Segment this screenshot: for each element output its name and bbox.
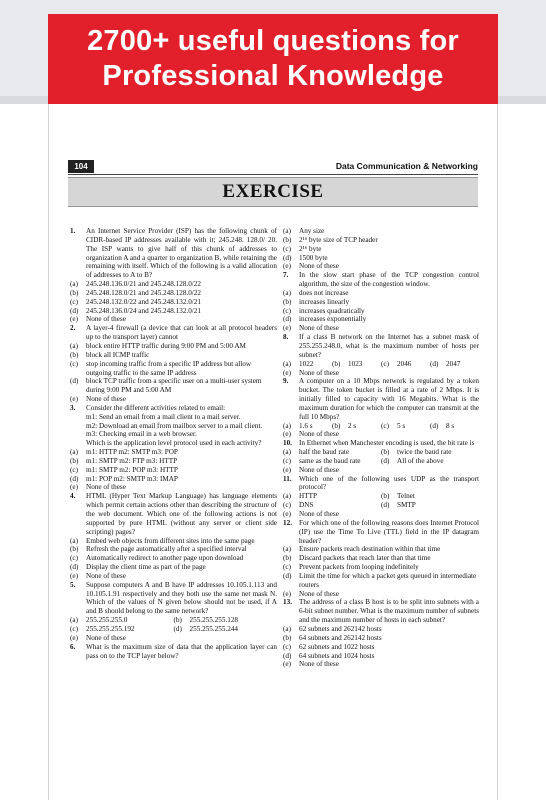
option-text: 8 s [446,421,455,430]
section-title: EXERCISE [222,181,324,202]
answer-option [70,307,277,316]
option-text: 1.6 s [299,421,313,430]
option-text: Any size [299,227,325,235]
answer-option [283,563,479,572]
option-letter: (b) [283,235,292,244]
option-text: 62 subnets and 1022 hosts [299,642,375,651]
question-text: Which one of the following uses UDP as the transport protocol? [299,474,479,492]
answer-option [283,634,479,643]
option-text: None of these [86,571,126,580]
question-number: 5. [70,580,76,589]
option-text: None of these [299,324,339,333]
option-letter: (e) [70,571,78,580]
answer-option [283,227,479,236]
option-letter: (d) [173,624,182,633]
answer-option [70,563,277,572]
answer-option [283,572,479,590]
option-letter: (b) [332,421,341,430]
answer-option [70,395,277,404]
answer-option [174,616,278,625]
question [283,377,479,421]
option-text: m1: SMTP m2: FTP m3: HTTP [86,456,178,465]
answer-option [283,369,479,378]
answer-option [283,466,479,475]
option-letter: (e) [70,483,78,492]
question [283,271,479,289]
right-column [283,227,479,669]
answer-option [283,492,381,501]
option-row [283,422,479,431]
option-letter: (c) [283,306,291,315]
option-text: m1: HTTP m2: SMTP m3: POP [86,448,178,457]
option-text: 255.255.255.128 [189,616,239,625]
option-letter: (a) [70,341,78,350]
answer-option [70,537,277,546]
option-text: 2¹⁶ byte size of TCP header [299,235,378,244]
option-letter: (b) [332,359,341,368]
option-text: 2047 [446,359,461,368]
answer-option [70,466,277,475]
answer-option [332,422,381,431]
option-text: 255.255.255.192 [86,624,135,633]
answer-option [70,351,277,360]
option-letter: (b) [70,350,79,359]
option-text: 245.248.132.0/22 and 245.248.132.0/21 [86,297,201,306]
banner-line-1: 2700+ useful questions for [87,25,459,57]
answer-option [174,625,278,634]
answer-option [70,289,277,298]
question-number: 1. [70,227,76,235]
question-number: 2. [70,324,76,333]
option-letter: (a) [283,421,291,430]
option-text: block TCP traffic from a specific user on a multi-user system during 9:00 PM and 5:00 AM [86,377,262,395]
option-row [283,448,479,457]
question-text: If a class B network on the Internet has a subnet mask of 255.255.248.0, what is the maximum number of hosts per subnet? [299,333,479,359]
answer-option [70,483,277,492]
answer-option [283,430,479,439]
option-letter: (d) [70,474,79,483]
option-letter: (c) [70,554,78,563]
option-letter: (c) [70,359,78,368]
answer-option [283,422,332,431]
question [283,439,479,448]
answer-option [283,660,479,669]
question-text: Consider the different activities related to email: [86,403,226,412]
option-text: does not increase [299,288,349,297]
answer-option [430,360,479,369]
answer-option [283,554,479,563]
option-row [70,616,277,625]
page-number: 104 [68,160,94,173]
option-row [70,625,277,634]
option-letter: (a) [283,288,291,297]
question [283,598,479,625]
option-text: 255.255.255.244 [189,624,239,633]
option-text: m1: POP m2: SMTP m3: IMAP [86,474,178,483]
option-text: None of these [299,465,339,474]
option-letter: (b) [283,554,292,563]
option-text: Limit the time for which a packet gets queued in intermediate routers [299,571,477,589]
option-letter: (e) [283,660,291,669]
option-letter: (b) [70,456,79,465]
question-number: 12. [283,518,292,527]
option-letter: (d) [283,651,292,660]
answer-option [70,448,277,457]
option-letter: (e) [283,589,291,598]
question-number: 6. [70,642,76,651]
answer-option [70,360,277,378]
question-number: 3. [70,403,76,412]
question-text: A computer on a 10 Mbps network is regulated by a token bucket. The token bucket is filled at a rate of 2 Mbps. It is initially filled to capacity with 16 Megabits. What is the maximum duration for which the computer can transmit at the full 10 Mbps? [299,377,479,421]
answer-option [283,625,479,634]
option-letter: (d) [70,306,79,315]
answer-option [381,501,479,510]
question-number: 13. [283,598,292,607]
answer-option [283,315,479,324]
option-text: Embed web objects from different sites into the same page [86,536,255,545]
option-text: stop incoming traffic from a specific IP address but allow outgoing traffic to the same IP address [86,359,252,377]
option-letter: (d) [70,377,79,386]
option-letter: (e) [283,430,291,439]
promo-banner [48,14,498,104]
question-text: For which one of the following reasons does Internet Protocol (IP) use the Time To Live (TTL) field in the IP datagram header? [299,518,479,545]
answer-option [283,590,479,599]
option-text: None of these [299,368,339,377]
option-letter: (a) [283,545,291,554]
option-text: 64 subnets and 262142 hosts [299,633,382,642]
option-text: 1022 [299,359,314,368]
option-letter: (d) [70,563,79,572]
option-letter: (c) [283,456,291,465]
option-letter: (a) [283,448,291,457]
option-text: None of these [86,315,126,324]
option-text: Display the client time as part of the page [86,563,206,572]
option-letter: (e) [70,315,78,324]
answer-option [283,236,479,245]
option-letter: (d) [381,501,390,510]
question-text: A layer-4 firewall (a device that can look at all protocol headers up to the transport layer) cannot [86,324,277,342]
option-text: half the baud rate [299,448,350,457]
answer-option [283,643,479,652]
option-letter: (e) [283,368,291,377]
question-number: 7. [283,271,289,280]
question-text: HTML (Hyper Text Markup Language) has language elements which permit certain actions other than describing the structure of the web document. Which one of the following actions is not supported by pure HTML (without any server or client side scripting) pages? [86,492,277,536]
option-letter: (c) [283,642,291,651]
option-letter: (a) [283,624,291,633]
answer-option [70,616,174,625]
question-subline: Which is the application level protocol used in each activity? [86,439,262,448]
question [283,519,479,546]
option-row [283,501,479,510]
option-text: Discard packets that reach later than that time [299,554,431,563]
option-letter: (e) [283,465,291,474]
answer-option [70,545,277,554]
question [70,324,277,342]
option-letter: (c) [70,624,78,633]
option-row [283,492,479,501]
option-text: increases linearly [299,297,350,306]
question [70,581,277,616]
option-text: None of these [299,510,339,518]
option-letter: (c) [283,563,291,572]
option-letter: (b) [173,616,182,625]
option-letter: (a) [70,536,78,545]
option-text: DNS [299,501,314,510]
option-text: Ensure packets reach destination within that time [299,545,441,554]
answer-option [283,289,479,298]
answer-option [283,324,479,333]
answer-option [70,457,277,466]
option-letter: (e) [70,395,78,404]
answer-option [283,254,479,263]
answer-option [381,360,430,369]
option-letter: (e) [283,324,291,333]
answer-option [283,307,479,316]
option-letter: (a) [283,492,291,501]
option-text: None of these [86,395,126,404]
option-letter: (e) [283,262,291,271]
option-letter: (a) [70,280,78,289]
banner-line-2: Professional Knowledge [102,60,444,92]
option-letter: (a) [283,359,291,368]
option-text: increases quadratically [299,306,365,315]
answer-option [283,262,479,271]
question-text: Suppose computers A and B have IP addresses 10.105.1.113 and 10.105.1.91 respectively and they both use the same net mask N. Which of the values of N given below should not be used, if A and B should belong to the same network? [86,580,277,616]
answer-option [70,315,277,324]
section-heading-box [68,177,478,207]
option-row [283,457,479,466]
option-letter: (e) [70,633,78,642]
answer-option [70,475,277,484]
option-letter: (b) [283,297,292,306]
option-letter: (d) [283,571,292,580]
option-text: 255.255.255.0 [86,616,128,625]
question-text: What is the maximum size of data that the application layer can pass on to the TCP layer below? [86,642,277,660]
option-text: 2046 [397,359,412,368]
option-text: SMTP [397,501,416,510]
answer-option [70,298,277,307]
answer-option [430,422,479,431]
option-text: Prevent packets from looping indefinitely [299,563,419,572]
option-text: None of these [86,483,126,492]
answer-option [283,448,381,457]
question [70,643,277,661]
answer-option [70,572,277,581]
question-text: An Internet Service Provider (ISP) has the following chunk of CIDR-based IP addresses available with it; 245.248. 128.0/ 20. The ISP wants to give half of this chunk of addresses to organization A and a quarter to organization B, while retaining the remaining with itself. Which of the following is a valid allocation of addresses to A to B? [86,227,277,280]
option-text: same as the baud rate [299,456,361,465]
option-text: block all ICMP traffic [86,350,150,359]
answer-option [283,298,479,307]
option-letter: (c) [70,297,78,306]
question-number: 4. [70,492,76,501]
option-text: Automatically redirect to another page upon download [86,554,244,563]
answer-option [70,554,277,563]
option-letter: (e) [283,510,291,518]
question [283,475,479,493]
option-letter: (b) [381,492,390,501]
option-letter: (c) [381,421,389,430]
option-text: 62 subnets and 262142 hosts [299,624,382,633]
option-letter: (a) [70,616,78,625]
answer-option [381,492,479,501]
option-text: 64 subnets and 1024 hosts [299,651,375,660]
answer-option [283,545,479,554]
answer-option [283,360,332,369]
option-row [283,360,479,369]
question [70,492,277,536]
option-letter: (d) [381,456,390,465]
answer-option [381,457,479,466]
question [70,227,277,280]
answer-option [70,342,277,351]
option-text: 245.248.136.0/24 and 245.248.132.0/21 [86,306,201,315]
question [70,404,277,413]
option-text: Telnet [397,492,415,501]
question-number: 9. [283,377,289,386]
option-text: m1: SMTP m2: POP m3: HTTP [86,465,178,474]
option-letter: (d) [430,421,439,430]
option-text: 1500 byte [299,253,328,262]
question-subline: m1: Send an email from a mail client to a mail server. [86,412,241,421]
question [283,333,479,360]
question-subline: m3: Checking email in a web browser. [86,430,197,439]
option-letter: (b) [70,545,79,554]
option-letter: (d) [283,315,292,324]
question-text: The address of a class B host is to be split into subnets with a 6-bit subnet number. What is the maximum number of subnets and the maximum number of hosts in each subnet? [299,598,479,625]
left-column [70,227,277,660]
option-text: 2 s [348,421,357,430]
option-text: All of the above [397,456,444,465]
option-text: 245.248.136.0/21 and 245.248.128.0/22 [86,280,201,289]
option-text: 5 s [397,421,406,430]
option-text: None of these [299,430,339,439]
option-text: None of these [299,660,339,669]
question-number: 10. [283,439,292,448]
option-letter: (b) [283,633,292,642]
option-text: Refresh the page automatically after a specified interval [86,545,247,554]
option-text: twice the baud rate [397,448,452,457]
option-text: None of these [299,589,339,598]
option-text: None of these [299,262,339,271]
running-header [68,160,478,174]
option-letter: (a) [283,227,291,235]
answer-option [381,448,479,457]
option-letter: (b) [70,288,79,297]
option-letter: (a) [70,448,78,457]
header-rule [68,174,478,175]
question-number: 8. [283,333,289,342]
answer-option [283,457,381,466]
option-text: 1023 [348,359,363,368]
answer-option [70,634,277,643]
answer-option [283,652,479,661]
option-letter: (d) [283,253,292,262]
answer-option [70,625,174,634]
option-letter: (d) [430,359,439,368]
option-letter: (c) [70,465,78,474]
option-text: HTTP [299,492,317,501]
question-number: 11. [283,474,292,483]
option-letter: (c) [283,501,291,510]
question-text: In Ethernet when Manchester encoding is used, the bit rate is [299,439,475,448]
answer-option [283,510,479,519]
option-text: 245.248.128.0/21 and 245.248.128.0/22 [86,288,201,297]
option-letter: (b) [381,448,390,457]
option-text: None of these [86,633,126,642]
question-subline: m2: Download an email from mailbox server to a mail client. [86,421,263,430]
option-text: block entire HTTP traffic during 9:00 PM and 5:00 AM [86,341,246,350]
answer-option [70,280,277,289]
option-letter: (c) [283,244,291,253]
answer-option [283,245,479,254]
option-text: increases exponentially [299,315,367,324]
answer-option [283,501,381,510]
answer-option [70,377,277,395]
book-title: Data Communication & Networking [335,161,478,171]
option-letter: (c) [381,359,389,368]
question-text: In the slow start phase of the TCP congestion control algorithm, the size of the congestion window. [299,271,479,289]
answer-option [332,360,381,369]
answer-option [381,422,430,431]
option-text: 2¹⁶ byte [299,244,322,253]
